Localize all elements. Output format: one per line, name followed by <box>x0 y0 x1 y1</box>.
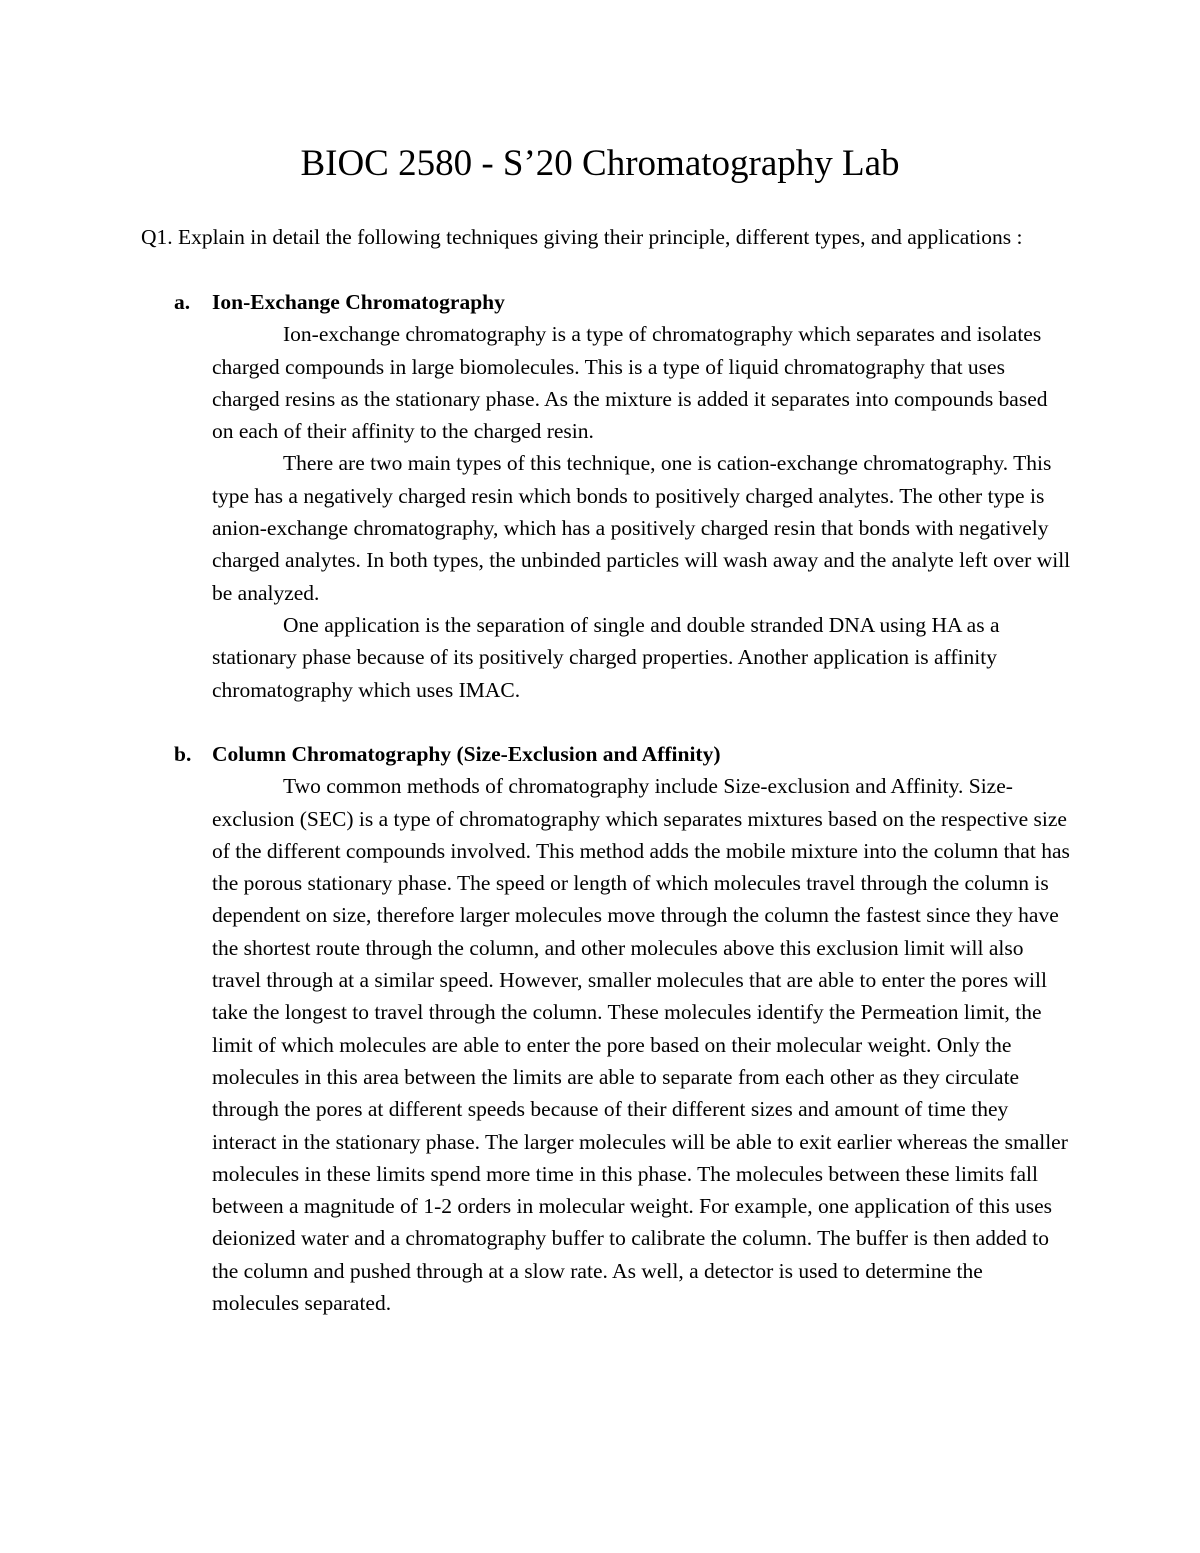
paragraph: Two common methods of chromatography include Size-exclusion and Affinity. Size-exclusion (SEC) is a type of chromatography which separates mixtures based on the respective size of the different compounds involved. This method adds the mobile mixture into the column that has the porous stationary phase. The speed or length of which molecules travel through the column is dependent on size, therefore larger molecules move through the column the fastest since they have the shortest route through the column, and other molecules above this exclusion limit will also travel through at a similar speed. However, smaller molecules that are able to enter the pores will take the longest to travel through the column. These molecules identify the Permeation limit, the limit of which molecules are able to enter the pore based on their molecular weight. Only the molecules in this area between the limits are able to separate from each other as they circulate through the pores at different speeds because of their different sizes and amount of time they interact in the stationary phase. The larger molecules will be able to exit earlier whereas the smaller molecules in these limits spend more time in this phase. The molecules between these limits fall between a magnitude of 1-2 orders in molecular weight. For example, one application of this uses deionized water and a chromatography buffer to calibrate the column. The buffer is then added to the column and pushed through at a slow rate. As well, a detector is used to determine the molecules separated. <box>212 774 1070 1316</box>
page-title: BIOC 2580 - S’20 Chromatography Lab <box>300 143 900 184</box>
question-text: Q1. Explain in detail the following techniques giving their principle, different types, and applications : <box>141 225 1023 249</box>
list-marker: a. <box>174 290 191 314</box>
list-marker: b. <box>174 742 192 766</box>
section-heading: Ion-Exchange Chromatography <box>212 290 505 314</box>
section-column-chromatography <box>141 738 1071 1319</box>
section-ion-exchange <box>141 286 1071 706</box>
paragraph: There are two main types of this technique, one is cation-exchange chromatography. This type has a negatively charged resin which bonds to positively charged analytes. The other type is anion-exchange chromatography, which has a positively charged resin that bonds with negatively charged analytes. In both types, the unbinded particles will wash away and the analyte left over will be analyzed. <box>212 451 1071 605</box>
paragraph: One application is the separation of single and double stranded DNA using HA as a stationary phase because of its positively charged properties. Another application is affinity chromatography which uses IMAC. <box>212 612 1000 702</box>
section-heading: Column Chromatography (Size-Exclusion and Affinity) <box>212 742 721 766</box>
paragraph: Ion-exchange chromatography is a type of chromatography which separates and isolates charged compounds in large biomolecules. This is a type of liquid chromatography that uses charged resins as the stationary phase. As the mixture is added it separates into compounds based on each of their affinity to the charged resin. <box>212 322 1048 444</box>
